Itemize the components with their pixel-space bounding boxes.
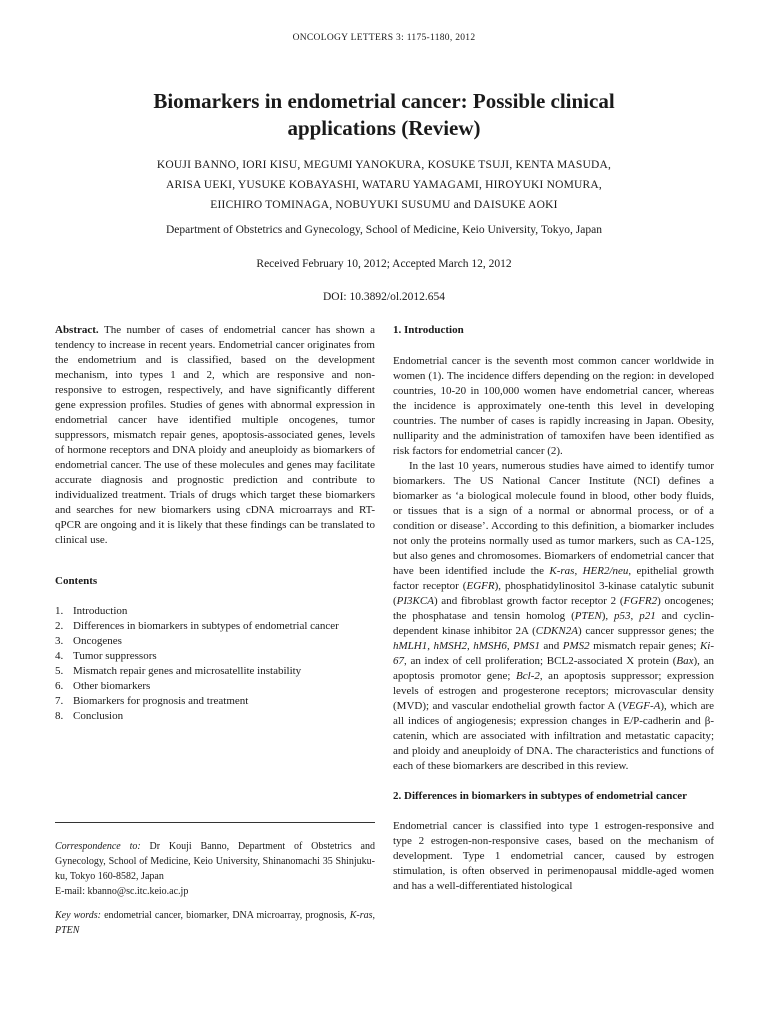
received-dates: Received February 10, 2012; Accepted March 12, 2012 bbox=[256, 258, 512, 270]
contents-item-text: Tumor suppressors bbox=[73, 650, 157, 662]
right-column bbox=[393, 323, 714, 894]
contents-item-text: Biomarkers for prognosis and treatment bbox=[73, 695, 249, 707]
correspondence-email: E-mail: kbanno@sc.itc.keio.ac.jp bbox=[55, 886, 189, 897]
gene-name: Ki-67 bbox=[393, 640, 714, 667]
text-run: , bbox=[506, 640, 514, 652]
contents-item bbox=[55, 694, 375, 709]
contents-item bbox=[55, 664, 375, 679]
gene-name: EGFR bbox=[466, 580, 495, 592]
contents-item bbox=[55, 634, 375, 649]
contents-item bbox=[55, 619, 375, 634]
contents-item-number: 6. bbox=[55, 680, 64, 692]
author-line: ARISA UEKI, YUSUKE KOBAYASHI, WATARU YAMAGAMI, HIROYUKI NOMURA, bbox=[165, 179, 603, 191]
contents-item-number: 7. bbox=[55, 695, 64, 707]
text-run: , bbox=[467, 640, 474, 652]
gene-name: PTEN bbox=[574, 610, 602, 622]
contents-item bbox=[55, 679, 375, 694]
author-line: KOUJI BANNO, IORI KISU, MEGUMI YANOKURA, KOSUKE TSUJI, KENTA MASUDA, bbox=[156, 159, 612, 171]
text-run: , bbox=[427, 640, 434, 652]
text-run: ) oncogenes; the phosphatase and tensin homolog ( bbox=[393, 595, 714, 622]
text-run: , an index of cell proliferation; BCL2-associated X protein ( bbox=[404, 655, 677, 667]
gene-name: CDKN2A bbox=[535, 625, 578, 637]
gene-name: HER2/neu bbox=[582, 565, 629, 577]
running-head: ONCOLOGY LETTERS 3: 1175-1180, 2012 bbox=[292, 33, 476, 43]
text-run: , epithelial growth factor receptor ( bbox=[393, 565, 715, 592]
section-heading-introduction: 1. Introduction bbox=[393, 324, 464, 336]
gene-name: p53 bbox=[614, 610, 631, 622]
footnote-divider bbox=[55, 822, 375, 823]
contents-item-text: Introduction bbox=[73, 605, 128, 617]
correspondence-text: Dr Kouji Banno, Department of Obstetrics and Gynecology, School of Medicine, Keio University, Shinanomachi 35 Shinjuku-ku, Tokyo 160-8582, Japan bbox=[55, 841, 375, 882]
author-list bbox=[60, 155, 708, 215]
contents-item bbox=[55, 604, 375, 619]
correspondence-label: Correspondence to: bbox=[55, 841, 141, 852]
abstract-text: The number of cases of endometrial cancer has shown a tendency to increase in recent years. Endometrial cancer originates from the endometrium and is classified, based on the development mechanism, into types 1 and 2, which are responsive and non-responsive to estrogen, respectively, and have significantly different gene expression profiles. Studies of genes with abnormal expression in endometrial cancer have identified multiple oncogenes, tumor suppressors, mismatch repair genes, apoptosis-associated genes, levels of hormone receptors and DNA ploidy and aneuploidy as biomarkers of endometrial cancer. The use of these molecules and genes may facilitate accurate diagnosis and prognostic prediction and contribute to individualized treatment. Trials of drugs which target these biomarkers and searches for new biomarkers using cDNA microarrays and RT-qPCR are ongoing and it is likely that these findings can be translated to clinical use. bbox=[55, 324, 375, 546]
text-run: , bbox=[630, 610, 640, 622]
contents-item bbox=[55, 649, 375, 664]
contents-item bbox=[55, 709, 375, 724]
contents-item-number: 2. bbox=[55, 620, 64, 632]
intro-paragraph-2 bbox=[393, 459, 714, 774]
text-run: , an apoptosis suppressor; expression levels of estrogen and progesterone receptors; microvascular density (MVD); and vascular endothelial growth factor A ( bbox=[393, 670, 714, 712]
text-run: ), phosphatidylinositol 3-kinase catalytic subunit ( bbox=[393, 580, 714, 607]
text-run: and bbox=[539, 640, 563, 652]
gene-name: hMSH2 bbox=[433, 640, 468, 652]
contents-item-number: 5. bbox=[55, 665, 64, 677]
doi: DOI: 10.3892/ol.2012.654 bbox=[322, 291, 446, 303]
text-run: and cyclin-dependent kinase inhibitor 2A ( bbox=[393, 610, 714, 637]
text-run: ), bbox=[601, 610, 615, 622]
contents-item-text: Oncogenes bbox=[73, 635, 122, 647]
text-run: ), which are all indices of angiogenesis; expression changes in E/P-cadherin and β-catenin, which are associated with infiltration and metastatic capacity; and ploidy and aneuploidy of DNA. The characteristics and functions of each of these biomarkers are described in this review. bbox=[393, 700, 714, 772]
contents-item-text: Other biomarkers bbox=[73, 680, 151, 692]
gene-name: PMS2 bbox=[562, 640, 590, 652]
gene-name: hMSH6 bbox=[473, 640, 507, 652]
keyword-pten: PTEN bbox=[55, 925, 80, 936]
affiliation: Department of Obstetrics and Gynecology, School of Medicine, Keio University, Tokyo, Japan bbox=[166, 224, 602, 236]
keywords: Key words: endometrial cancer, biomarker, DNA microarray, prognosis, K-ras, PTEN bbox=[55, 910, 375, 936]
contents-item-text: Mismatch repair genes and microsatellite instability bbox=[73, 665, 302, 677]
abstract-label: Abstract. bbox=[55, 324, 99, 336]
contents-item-number: 1. bbox=[55, 605, 64, 617]
contents-title: Contents bbox=[55, 575, 98, 587]
text-run: ) cancer suppressor genes; the bbox=[577, 625, 714, 637]
gene-name: PMS1 bbox=[513, 640, 540, 652]
gene-name: PI3KCA bbox=[396, 595, 434, 607]
keywords-text: endometrial cancer, biomarker, DNA microarray, prognosis, bbox=[104, 910, 347, 921]
contents-list bbox=[55, 604, 375, 724]
gene-name: VEGF-A bbox=[621, 700, 661, 712]
keyword-kras: K-ras bbox=[349, 910, 373, 921]
contents-item-text: Conclusion bbox=[73, 710, 124, 722]
gene-name: K-ras bbox=[549, 565, 575, 577]
contents-item-number: 3. bbox=[55, 635, 64, 647]
gene-name: Bax bbox=[676, 655, 694, 667]
correspondence bbox=[55, 839, 375, 899]
paper-title: Biomarkers in endometrial cancer: Possible clinical applications (Review) bbox=[153, 89, 615, 140]
keywords-label: Key words: bbox=[55, 910, 102, 921]
section-heading-differences: 2. Differences in biomarkers in subtypes of endometrial cancer bbox=[393, 790, 688, 802]
contents-item-number: 8. bbox=[55, 710, 64, 722]
gene-name: Bcl-2 bbox=[516, 670, 540, 682]
intro-paragraph-1: Endometrial cancer is the seventh most common cancer worldwide in women (1). The incidence differs depending on the region: in developed countries, 10-20 in 100,000 women have endometrial cancer, whereas the incidence is approximately one-tenth this level in developing countries. The number of cases is rapidly increasing in Japan. Obesity, nulliparity and the administration of tamoxifen have been identified as risk factors for endometrial cancer (2). bbox=[393, 355, 714, 457]
text-run: In the last 10 years, numerous studies have aimed to identify tumor biomarkers. The US National Cancer Institute (NCI) defines a biomarker as ‘a biological molecule found in blood, other body fluids, or tissues that is a sign of a normal or abnormal process, or of a condition or disease’. According to this definition, a biomarker includes not only the proteins normally used as tumor markers, such as CA-125, but also genes and chromosomes. Biomarkers of endometrial cancer that have been identified include the bbox=[393, 460, 714, 577]
gene-name: FGFR2 bbox=[623, 595, 658, 607]
differences-paragraph-1: Endometrial cancer is classified into type 1 estrogen-responsive and type 2 estrogen-non-responsive cases, based on the mechanism of development. Type 1 endometrial cancer, caused by estrogen stimulation, is often observed in perimenopausal middle-aged women and has a well-differentiated histological bbox=[393, 820, 714, 892]
left-column bbox=[55, 323, 375, 724]
gene-name: p21 bbox=[639, 610, 656, 622]
text-run: , bbox=[574, 565, 583, 577]
author-line: EIICHIRO TOMINAGA, NOBUYUKI SUSUMU and DAISUKE AOKI bbox=[210, 199, 558, 211]
gene-name: hMLH1 bbox=[393, 640, 428, 652]
contents-item-text: Differences in biomarkers in subtypes of endometrial cancer bbox=[73, 620, 339, 632]
text-run: ) and fibroblast growth factor receptor 2 ( bbox=[433, 595, 624, 607]
abstract bbox=[55, 323, 375, 548]
contents-item-number: 4. bbox=[55, 650, 64, 662]
text-run: mismatch repair genes; bbox=[589, 640, 700, 652]
text-run: ), an apoptosis promotor gene; bbox=[393, 655, 715, 682]
